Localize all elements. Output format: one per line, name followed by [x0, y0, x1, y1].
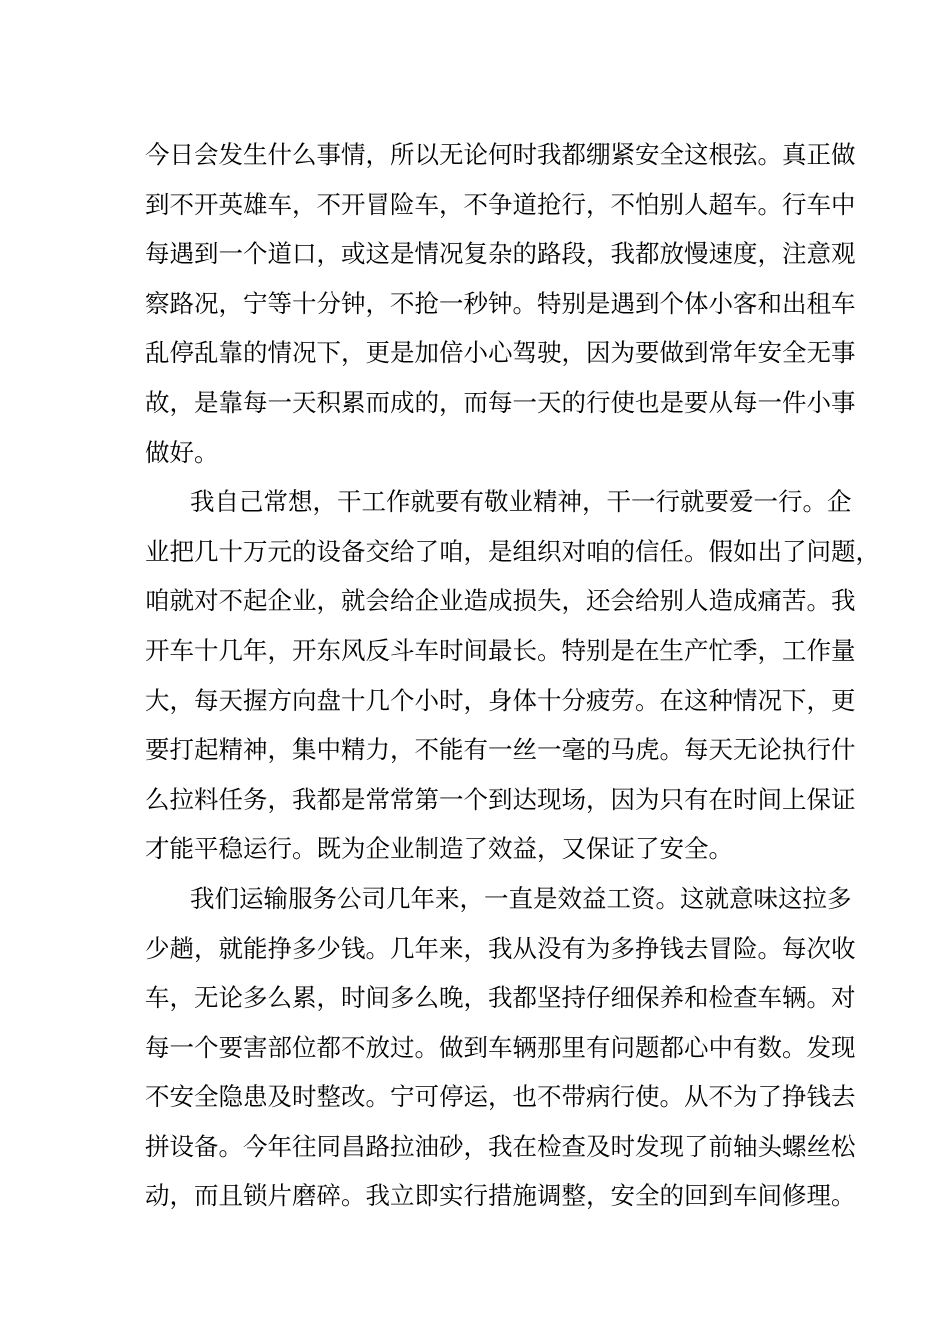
text-line: 车，无论多么累，时间多么晚，我都坚持仔细保养和检查车辆。对: [145, 983, 856, 1013]
text-line: 察路况，宁等十分钟，不抢一秒钟。特别是遇到个体小客和出租车: [145, 288, 856, 318]
text-line: 到不开英雄车，不开冒险车，不争道抢行，不怕别人超车。行车中: [145, 189, 856, 219]
paragraph-2: [145, 477, 880, 874]
paragraph-1: [145, 130, 856, 477]
body-text: [145, 130, 880, 1221]
text-line: 乱停乱靠的情况下，更是加倍小心驾驶，因为要做到常年安全无事: [145, 338, 856, 368]
paragraph-3: [145, 874, 856, 1221]
text-line: 咱就对不起企业，就会给企业造成损失，还会给别人造成痛苦。我: [145, 586, 856, 616]
text-line: 不安全隐患及时整改。宁可停运，也不带病行使。从不为了挣钱去: [145, 1082, 856, 1112]
text-line: 我自己常想，干工作就要有敬业精神，干一行就要爱一行。企: [190, 487, 852, 517]
text-line: 今日会发生什么事情，所以无论何时我都绷紧安全这根弦。真正做: [145, 140, 856, 169]
text-line: 大，每天握方向盘十几个小时，身体十分疲劳。在这种情况下，更: [145, 685, 856, 715]
text-line: 每一个要害部位都不放过。做到车辆那里有问题都心中有数。发现: [145, 1032, 856, 1062]
text-line: 要打起精神，集中精力，不能有一丝一毫的马虎。每天无论执行什: [145, 735, 856, 765]
text-line: 才能平稳运行。既为企业制造了效益，又保证了安全。: [145, 834, 733, 864]
text-line: 么拉料任务，我都是常常第一个到达现场，因为只有在时间上保证: [145, 784, 856, 814]
text-line: 业把几十万元的设备交给了咱，是组织对咱的信任。假如出了问题，: [145, 536, 880, 566]
text-line: 做好。: [145, 437, 219, 467]
text-line: 拼设备。今年往同昌路拉油砂，我在检查及时发现了前轴头螺丝松: [145, 1131, 856, 1161]
text-line: 故，是靠每一天积累而成的，而每一天的行使也是要从每一件小事: [145, 387, 856, 417]
text-line: 每遇到一个道口，或这是情况复杂的路段，我都放慢速度，注意观: [145, 239, 856, 269]
text-line: 少趟，就能挣多少钱。几年来，我从没有为多挣钱去冒险。每次收: [145, 933, 856, 963]
text-line: 开车十几年，开东风反斗车时间最长。特别是在生产忙季，工作量: [145, 635, 856, 665]
text-line: 我们运输服务公司几年来，一直是效益工资。这就意味这拉多: [190, 883, 852, 913]
text-line: 动，而且锁片磨碎。我立即实行措施调整，安全的回到车间修理。: [145, 1181, 856, 1211]
